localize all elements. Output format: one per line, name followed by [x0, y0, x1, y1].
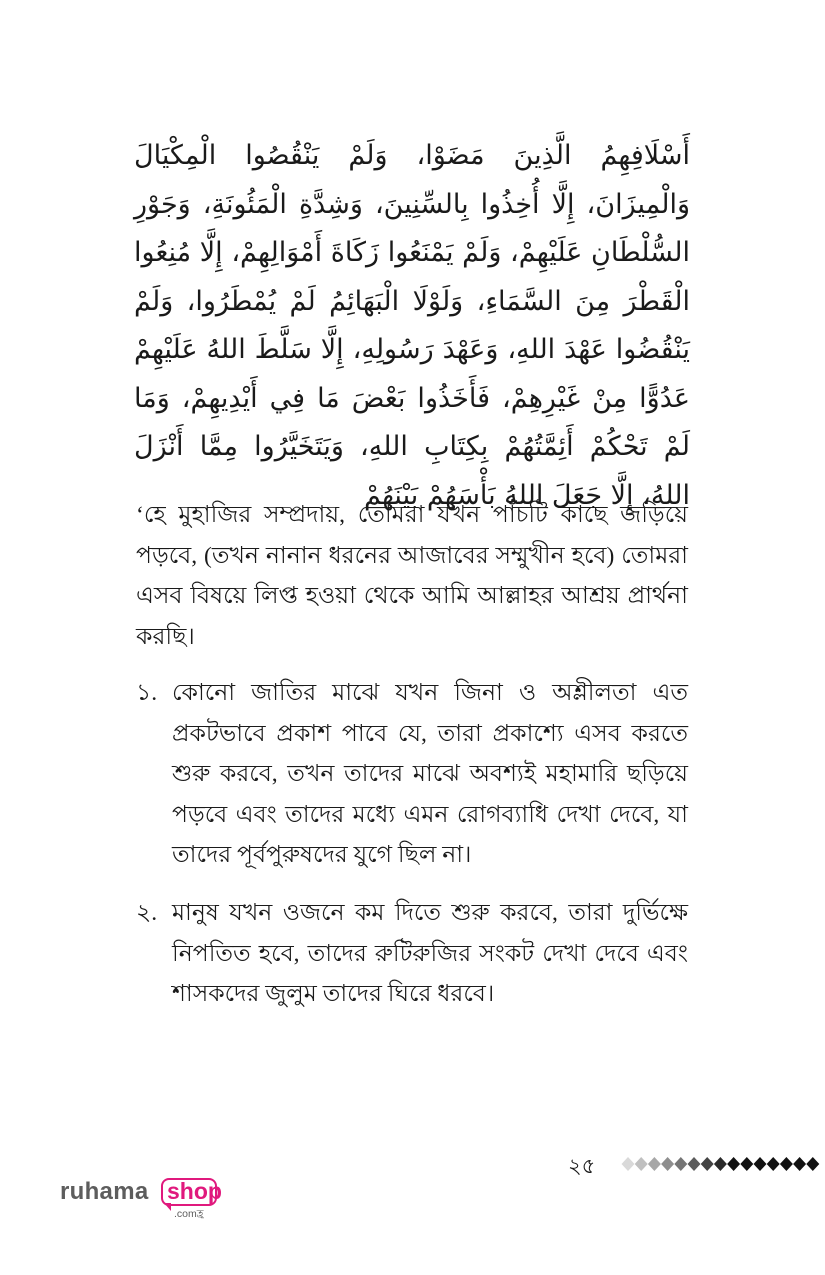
- page-number: ২৫: [568, 1154, 596, 1178]
- logo-domain-text: .comহ্র: [174, 1208, 204, 1220]
- diamond-icon: [622, 1157, 635, 1171]
- logo-speech-tail-icon: [164, 1203, 171, 1211]
- diamond-icon: [780, 1157, 793, 1171]
- diamond-icon: [688, 1157, 701, 1171]
- list-item-number: ১.: [136, 680, 158, 706]
- diamond-icon: [661, 1157, 674, 1171]
- arabic-hadith-text: أَسْلَافِهِمُ الَّذِينَ مَضَوْا، وَلَمْ يَنْقُصُوا الْمِكْيَالَ وَالْمِيزَانَ، إِلَّا أُخِذُوا بِالسِّنِينَ، وَشِدَّةِ الْمَئُونَةِ، وَجَوْرِ السُّلْطَانِ عَلَيْهِمْ، وَلَمْ يَمْنَعُوا زَكَاةَ أَمْوَالِهِمْ، إِلَّا مُنِعُوا الْقَطْرَ مِنَ السَّمَاءِ، وَلَوْلَا الْبَهَائِمُ لَمْ يُمْطَرُوا، وَلَمْ يَنْقُضُوا عَهْدَ اللهِ، وَعَهْدَ رَسُولِهِ، إِلَّا سَلَّطَ اللهُ عَلَيْهِمْ عَدُوًّا مِنْ غَيْرِهِمْ، فَأَخَذُوا بَعْضَ مَا فِي أَيْدِيهِمْ، وَمَا لَمْ تَحْكُمْ أَئِمَّتُهُمْ بِكِتَابِ اللهِ، وَيَتَخَيَّرُوا مِمَّا أَنْزَلَ اللهُ، إِلَّا جَعَلَ اللهُ بَأْسَهُمْ بَيْنَهُمْ: [134, 140, 690, 511]
- list-item: [136, 893, 688, 1015]
- ruhamashop-logo: [60, 1176, 230, 1224]
- diamond-icon: [767, 1157, 780, 1171]
- diamond-icon: [793, 1157, 806, 1171]
- numbered-list-item-1: [136, 673, 688, 876]
- diamond-icon: [754, 1157, 767, 1171]
- logo-shop-text: shop: [167, 1178, 222, 1204]
- numbered-list-item-2: [136, 893, 688, 1015]
- diamond-icon: [740, 1157, 753, 1171]
- logo-shop-badge: [161, 1178, 222, 1206]
- logo-ruhama-text: ruhama: [60, 1178, 149, 1205]
- diamond-icon: [635, 1157, 648, 1171]
- list-item-text: মানুষ যখন ওজনে কম দিতে শুরু করবে, তারা দুর্ভিক্ষে নিপতিত হবে, তাদের রুটিরুজির সংকট দেখা দেবে এবং শাসকদের জুলুম তাদের ঘিরে ধরবে।: [172, 900, 688, 1007]
- diamond-icon: [714, 1157, 727, 1171]
- list-item-number: ২.: [136, 900, 158, 926]
- intro-paragraph: ‘হে মুহাজির সম্প্রদায়, তোমরা যখন পাঁচটি কাছে জড়িয়ে পড়বে, (তখন নানান ধরনের আজাবের সম্মুখীন হবে) তোমরা এসব বিষয়ে লিপ্ত হওয়া থেকে আমি আল্লাহর আশ্রয় প্রার্থনা করছি।: [136, 502, 688, 650]
- diamond-icon: [701, 1157, 714, 1171]
- diamond-icon: [648, 1157, 661, 1171]
- diamond-icon: [806, 1157, 819, 1171]
- list-item: [136, 673, 688, 876]
- diamond-icon: [674, 1157, 687, 1171]
- list-item-text: কোনো জাতির মাঝে যখন জিনা ও অশ্লীলতা এত প্রকটভাবে প্রকাশ পাবে যে, তারা প্রকাশ্যে এসব করতে শুরু করবে, তখন তাদের মাঝে অবশ্যই মহামারি ছড়িয়ে পড়বে এবং তাদের মধ্যে এমন রোগব্যাধি দেখা দেবে, যা তাদের পূর্বপুরুষদের যুগে ছিল না।: [172, 680, 688, 868]
- diamond-icon: [727, 1157, 740, 1171]
- diamond-ornament: [620, 1155, 825, 1173]
